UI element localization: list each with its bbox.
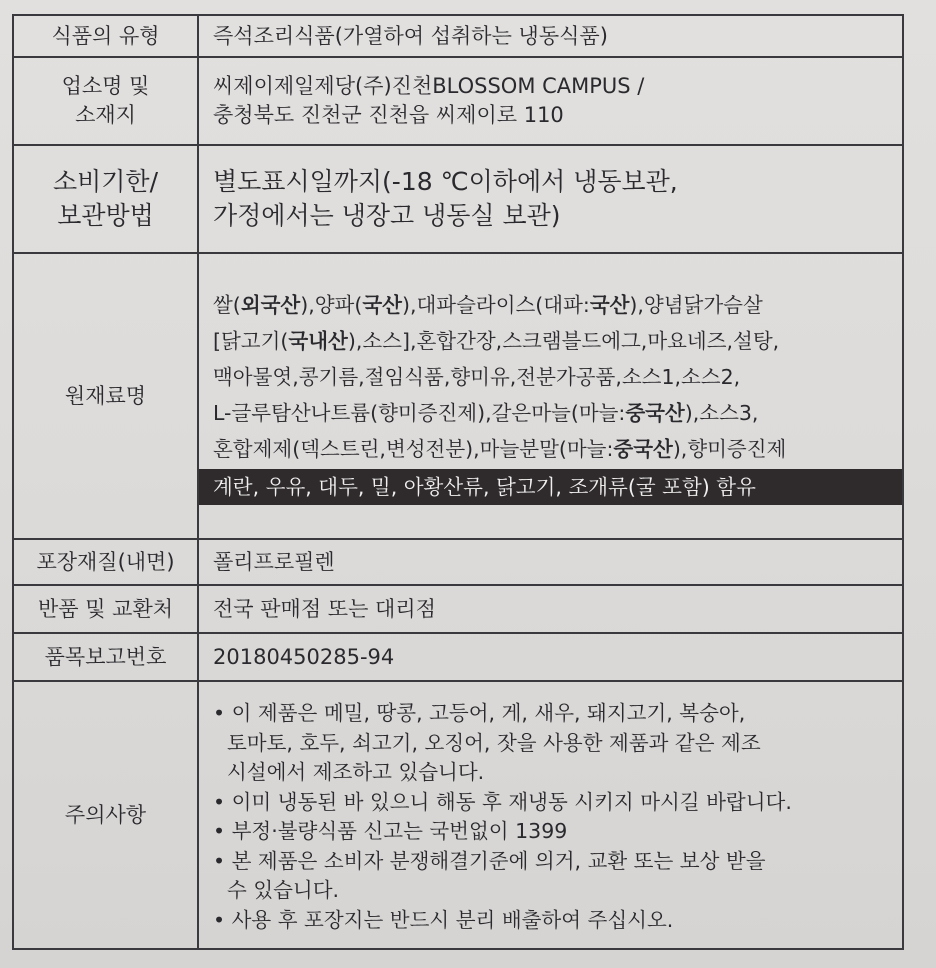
report-number-value: 20180450285-94 [198,633,903,681]
food-type-label: 식품의 유형 [13,15,198,57]
ingredients-line-5: 혼합제제(덱스트린,변성전분),마늘분말(마늘:중국산),향미증진제 [213,437,787,461]
ingredients-line-2: [닭고기(국내산),소스],혼합간장,스크램블드에그,마요네즈,설탕, [213,329,780,353]
ingredients-label: 원재료명 [13,253,198,539]
nutrition-info-table [12,14,904,950]
ingredients-value [198,253,903,539]
packaging-label: 포장재질(내면) [13,539,198,585]
row-packaging [13,539,903,585]
row-cautions [13,681,903,949]
returns-label: 반품 및 교환처 [13,585,198,633]
allergen-banner: 계란, 우유, 대두, 밀, 아황산류, 닭고기, 조개류(굴 포함) 함유 [199,469,902,505]
row-ingredients [13,253,903,539]
caution-note-4b: 수 있습니다. [227,878,340,902]
row-expiry-storage [13,145,903,253]
cautions-value [198,681,903,949]
row-manufacturer [13,57,903,145]
row-report-number [13,633,903,681]
manufacturer-value: 씨제이제일제당(주)진천BLOSSOM CAMPUS / 충청북도 진천군 진천읍 씨제이로 110 [198,57,903,145]
caution-note-2: • 이미 냉동된 바 있으니 해동 후 재냉동 시키지 마시길 바랍니다. [213,789,792,814]
row-returns [13,585,903,633]
expiry-storage-value: 별도표시일까지(-18 ℃이하에서 냉동보관, 가정에서는 냉장고 냉동실 보관) [198,145,903,253]
manufacturer-label: 업소명 및 소재지 [13,57,198,145]
ingredients-line-1: 쌀(외국산),양파(국산),대파슬라이스(대파:국산),양념닭가슴살 [213,293,763,317]
report-number-label: 품목보고번호 [13,633,198,681]
row-food-type [13,15,903,57]
caution-note-3: • 부정·불량식품 신고는 국번없이 1399 [213,819,568,843]
ingredients-line-3: 맥아물엿,콩기름,절임식품,향미유,전분가공품,소스1,소스2, [213,365,741,389]
caution-note-5: • 사용 후 포장지는 반드시 분리 배출하여 주십시오. [213,907,674,932]
food-type-value: 즉석조리식품(가열하여 섭취하는 냉동식품) [198,15,903,57]
expiry-storage-label: 소비기한/ 보관방법 [13,145,198,253]
caution-note-1c: 시설에서 제조하고 있습니다. [227,760,485,784]
ingredients-line-4: L-글루탐산나트륨(향미증진제),갈은마늘(마늘:중국산),소스3, [213,401,759,425]
cautions-label: 주의사항 [13,681,198,949]
returns-value: 전국 판매점 또는 대리점 [198,585,903,633]
caution-note-1b: 토마토, 호두, 쇠고기, 오징어, 잣을 사용한 제품과 같은 제조 [227,730,761,755]
caution-note-1a: • 이 제품은 메밀, 땅콩, 고등어, 게, 새우, 돼지고기, 복숭아, [213,701,746,725]
packaging-value: 폴리프로필렌 [198,539,903,585]
caution-note-4a: • 본 제품은 소비자 분쟁해결기준에 의거, 교환 또는 보상 받을 [213,848,766,873]
